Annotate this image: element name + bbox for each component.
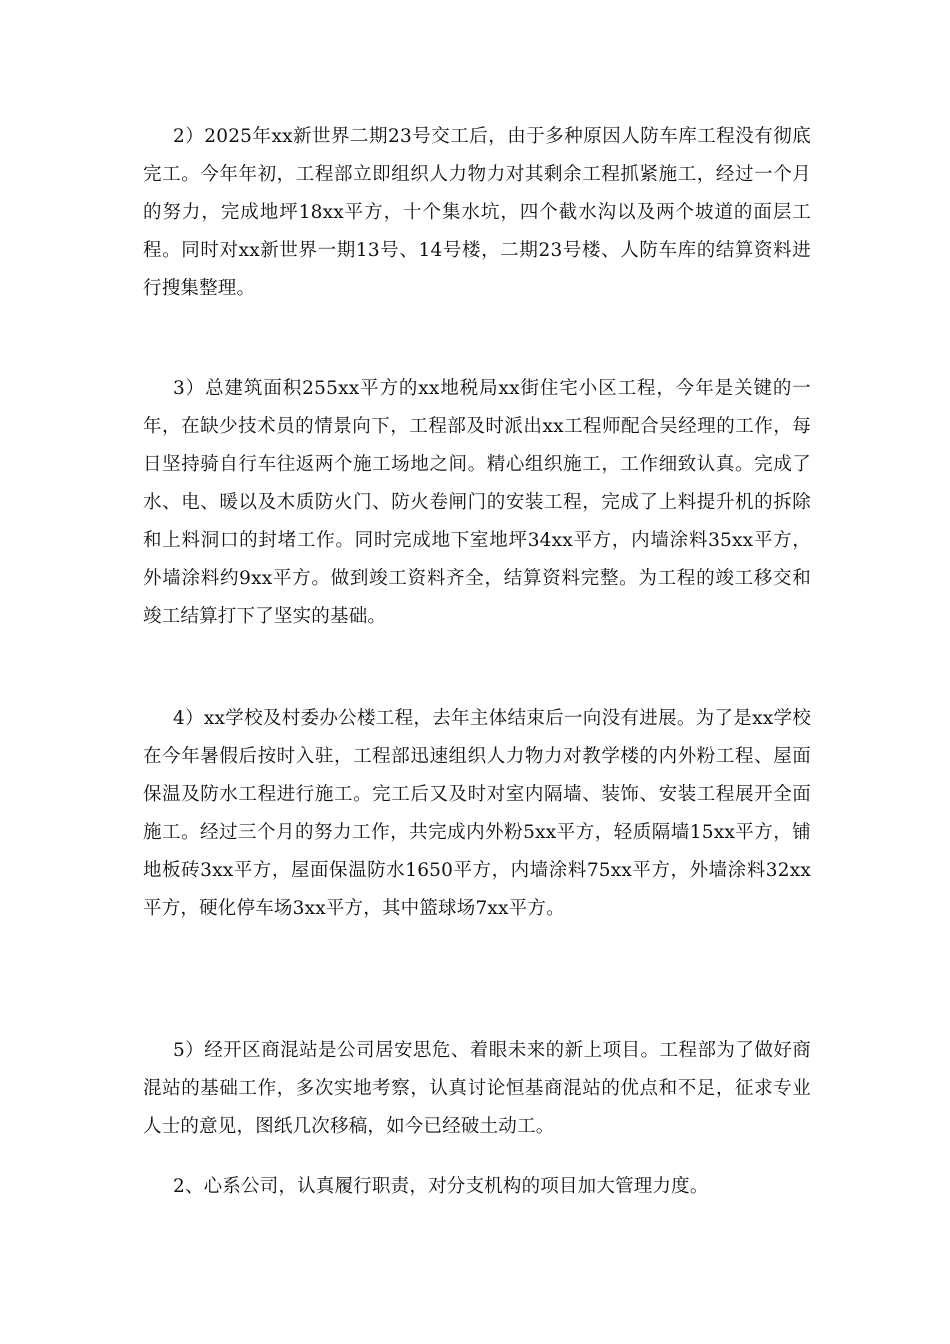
- paragraph-item-5: 5）经开区商混站是公司居安思危、着眼未来的新上项目。工程部为了做好商混站的基础工作，多次实地考察，认真讨论恒基商混站的优点和不足，征求专业人士的意见，图纸几次移稿，如今已经破土动工。: [143, 1040, 811, 1137]
- paragraph-item-3: 3）总建筑面积255xx平方的xx地税局xx街住宅小区工程，今年是关键的一年，在缺少技术员的情景向下，工程部及时派出xx工程师配合吴经理的工作，每日坚持骑自行车往返两个施工场地之间。精心组织施工，工作细致认真。完成了水、电、暖以及木质防火门、防火卷闸门的安装工程，完成了上料提升机的拆除和上料洞口的封堵工作。同时完成地下室地坪34xx平方，内墙涂料35xx平方，外墙涂料约9xx平方。做到竣工资料齐全，结算资料完整。为工程的竣工移交和竣工结算打下了坚实的基础。: [143, 378, 811, 627]
- paragraph-item-4: 4）xx学校及村委办公楼工程，去年主体结束后一向没有进展。为了是xx学校在今年暑假后按时入驻，工程部迅速组织人力物力对教学楼的内外粉工程、屋面保温及防水工程进行施工。完工后又及时对室内隔墙、装饰、安装工程展开全面施工。经过三个月的努力工作，共完成内外粉5xx平方，轻质隔墙15xx平方，铺地板砖3xx平方，屋面保温防水1650平方，内墙涂料75xx平方，外墙涂料32xx平方，硬化停车场3xx平方，其中篮球场7xx平方。: [143, 708, 811, 919]
- section-heading-2: 2、心系公司，认真履行职责，对分支机构的项目加大管理力度。: [173, 1176, 709, 1197]
- paragraph-item-2: 2）2025年xx新世界二期23号交工后，由于多种原因人防车库工程没有彻底完工。今年年初，工程部立即组织人力物力对其剩余工程抓紧施工，经过一个月的努力，完成地坪18xx平方，十个集水坑，四个截水沟以及两个坡道的面层工程。同时对xx新世界一期13号、14号楼，二期23号楼、人防车库的结算资料进行搜集整理。: [143, 126, 811, 299]
